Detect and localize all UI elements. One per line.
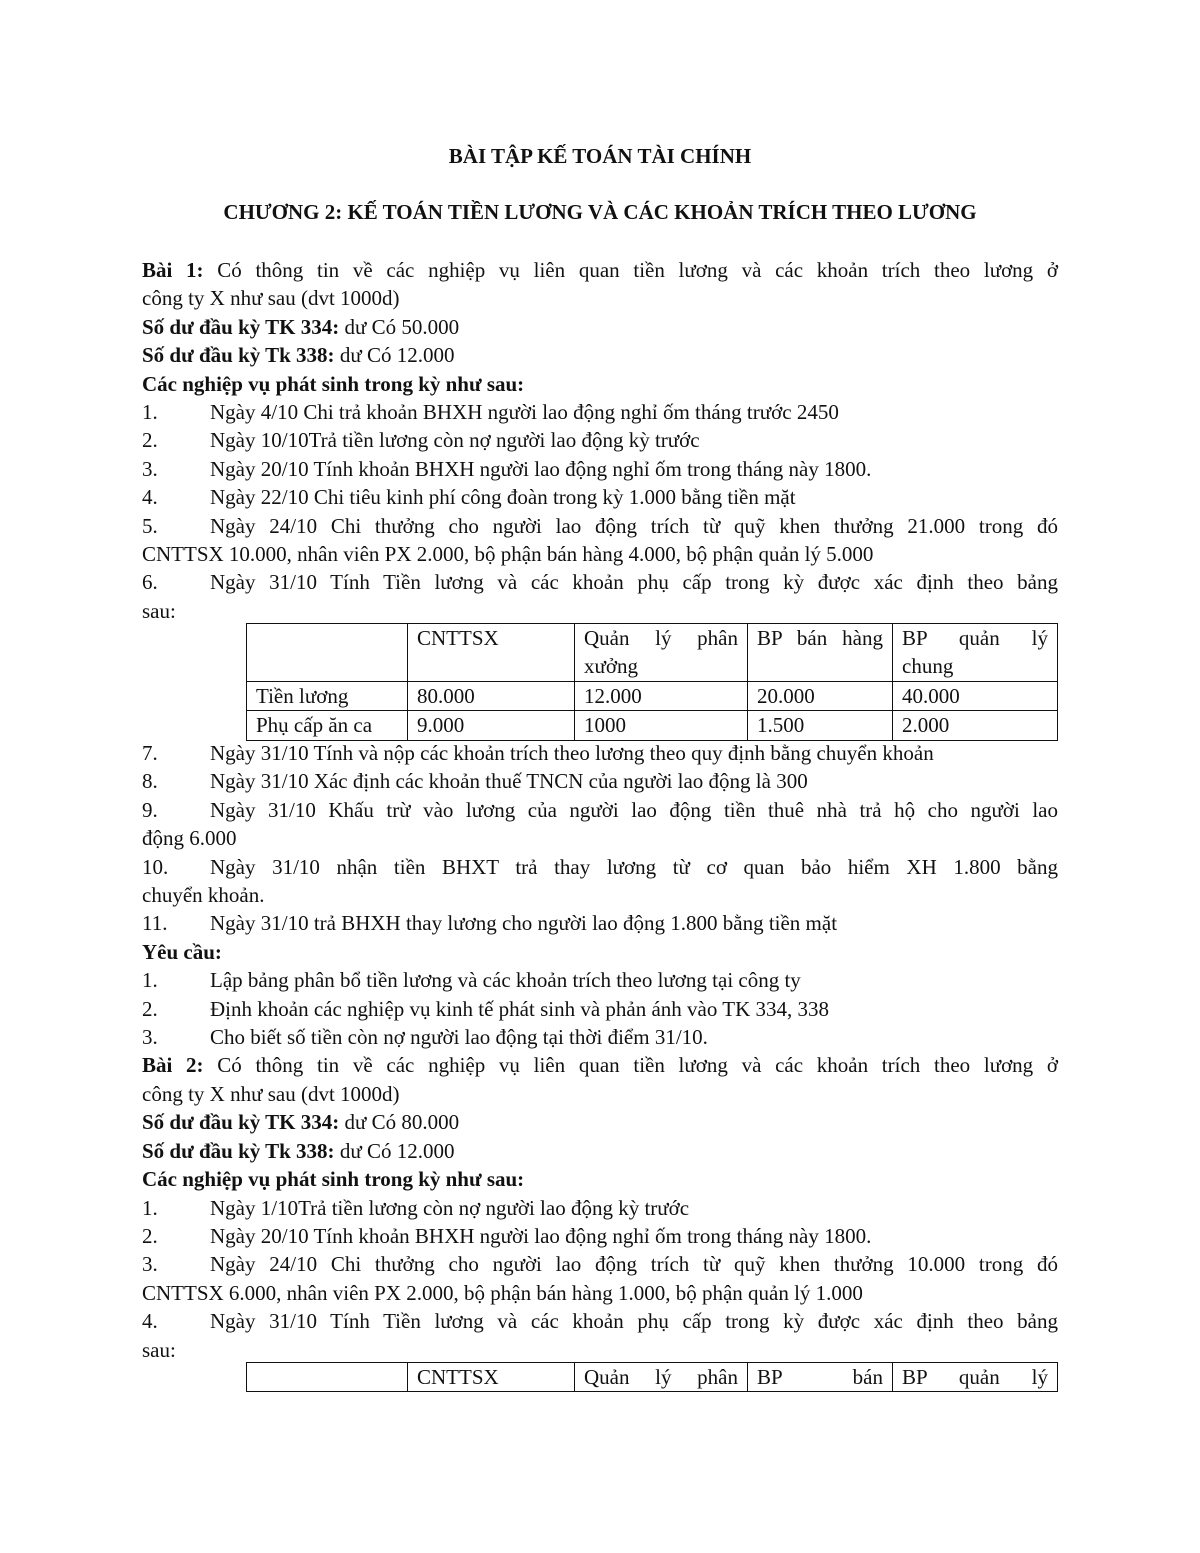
table-header-row (247, 624, 1058, 682)
list-item-cont: sau: (142, 598, 176, 623)
table-cell: Phụ cấp ăn ca (247, 711, 408, 740)
bai2-opening-338: Số dư đầu kỳ Tk 338: dư Có 12.000 (142, 1138, 455, 1163)
list-item: 4. Ngày 22/10 Chi tiêu kinh phí công đoàn trong kỳ 1.000 bằng tiền mặt (142, 485, 796, 510)
list-item: 2. Ngày 20/10 Tính khoản BHXH người lao động nghỉ ốm trong tháng này 1800. (142, 1223, 872, 1248)
bai1-opening-334: Số dư đầu kỳ TK 334: dư Có 50.000 (142, 314, 460, 339)
list-item: 2. Ngày 10/10Trả tiền lương còn nợ người lao động kỳ trước (142, 428, 700, 453)
table-cell: 1.500 (748, 711, 893, 740)
table-cell: CNTTSX (408, 1363, 575, 1392)
bai1-salary-table (246, 623, 1058, 741)
list-item: 1. Lập bảng phân bổ tiền lương và các khoản trích theo lương tại công ty (142, 968, 801, 993)
list-item: 4. Ngày 31/10 Tính Tiền lương và các khoản phụ cấp trong kỳ được xác định theo bảng (142, 1309, 1058, 1334)
table-cell: 40.000 (893, 681, 1058, 710)
bai2-transactions-heading: Các nghiệp vụ phát sinh trong kỳ như sau: (142, 1167, 525, 1192)
list-item: 1. Ngày 4/10 Chi trả khoản BHXH người lao động nghỉ ốm tháng trước 2450 (142, 400, 839, 425)
list-item: 5. Ngày 24/10 Chi thưởng cho người lao động trích từ quỹ khen thưởng 21.000 trong đó (142, 513, 1058, 538)
table-header-row (247, 1363, 1058, 1392)
table-row (247, 681, 1058, 710)
bai1-intro: Bài 1: Có thông tin về các nghiệp vụ liên quan tiền lương và các khoản trích theo lương ở (142, 258, 1058, 282)
table-cell: BP quản lý chung (893, 624, 1058, 682)
bai2-intro-cont: công ty X như sau (dvt 1000d) (142, 1081, 400, 1106)
table-cell: CNTTSX (408, 624, 575, 682)
table-cell: 12.000 (575, 681, 748, 710)
bai2-intro: Bài 2: Có thông tin về các nghiệp vụ liên quan tiền lương và các khoản trích theo lương ở (142, 1053, 1058, 1078)
list-item: 2. Định khoản các nghiệp vụ kinh tế phát sinh và phản ánh vào TK 334, 338 (142, 996, 829, 1021)
bai1-section (142, 256, 1058, 625)
table-cell: 9.000 (408, 711, 575, 740)
table-cell: Tiền lương (247, 681, 408, 710)
list-item: 3. Cho biết số tiền còn nợ người lao động tại thời điểm 31/10. (142, 1025, 708, 1050)
list-item: 6. Ngày 31/10 Tính Tiền lương và các khoản phụ cấp trong kỳ được xác định theo bảng (142, 570, 1058, 595)
table-cell: 1000 (575, 711, 748, 740)
list-item: 9. Ngày 31/10 Khấu trừ vào lương của người lao động tiền thuê nhà trả hộ cho người lao (142, 797, 1058, 822)
bai2-salary-table (246, 1362, 1058, 1392)
table-cell: Quản lý phân (575, 1363, 748, 1392)
bai2-opening-334: Số dư đầu kỳ TK 334: dư Có 80.000 (142, 1110, 460, 1135)
table-cell: BP bán (748, 1363, 893, 1392)
list-item-cont: sau: (142, 1337, 176, 1362)
bai1-opening-338: Số dư đầu kỳ Tk 338: dư Có 12.000 (142, 343, 455, 368)
list-item: 8. Ngày 31/10 Xác định các khoản thuế TNCN của người lao động là 300 (142, 769, 808, 794)
table-row (247, 711, 1058, 740)
list-item: 10. Ngày 31/10 nhận tiền BHXT trả thay lương từ cơ quan bảo hiểm XH 1.800 bằng (142, 854, 1058, 879)
list-item-cont: CNTTSX 10.000, nhân viên PX 2.000, bộ phận bán hàng 4.000, bộ phận quản lý 5.000 (142, 542, 874, 567)
list-item: 3. Ngày 20/10 Tính khoản BHXH người lao động nghỉ ốm trong tháng này 1800. (142, 456, 872, 481)
table-cell: Quản lý phân xưởng (575, 624, 748, 682)
list-item: 3. Ngày 24/10 Chi thưởng cho người lao động trích từ quỹ khen thưởng 10.000 trong đó (142, 1252, 1058, 1277)
list-item: 7. Ngày 31/10 Tính và nộp các khoản trích theo lương theo quy định bằng chuyển khoản (142, 741, 934, 765)
requirements-heading: Yêu cầu: (142, 939, 222, 964)
list-item-cont: động 6.000 (142, 826, 237, 851)
table-cell: 80.000 (408, 681, 575, 710)
bai1-intro-cont: công ty X như sau (dvt 1000d) (142, 286, 400, 311)
table-cell: BP quản lý (893, 1363, 1058, 1392)
bai1-section-cont (142, 739, 1058, 1364)
bai1-transactions-heading: Các nghiệp vụ phát sinh trong kỳ như sau: (142, 371, 525, 396)
table-cell: 20.000 (748, 681, 893, 710)
document-title: BÀI TẬP KẾ TOÁN TÀI CHÍNH (448, 144, 752, 168)
list-item-cont: CNTTSX 6.000, nhân viên PX 2.000, bộ phận bán hàng 1.000, bộ phận quản lý 1.000 (142, 1280, 863, 1305)
table-cell (247, 1363, 408, 1392)
list-item: 1. Ngày 1/10Trả tiền lương còn nợ người lao động kỳ trước (142, 1195, 690, 1220)
list-item-cont: chuyển khoản. (142, 883, 265, 908)
table-cell: 2.000 (893, 711, 1058, 740)
list-item: 11. Ngày 31/10 trả BHXH thay lương cho người lao động 1.800 bằng tiền mặt (142, 911, 838, 936)
table-cell: BP bán hàng (748, 624, 893, 682)
table-cell (247, 624, 408, 682)
chapter-title: CHƯƠNG 2: KẾ TOÁN TIỀN LƯƠNG VÀ CÁC KHOẢN TRÍCH THEO LƯƠNG (223, 200, 977, 224)
